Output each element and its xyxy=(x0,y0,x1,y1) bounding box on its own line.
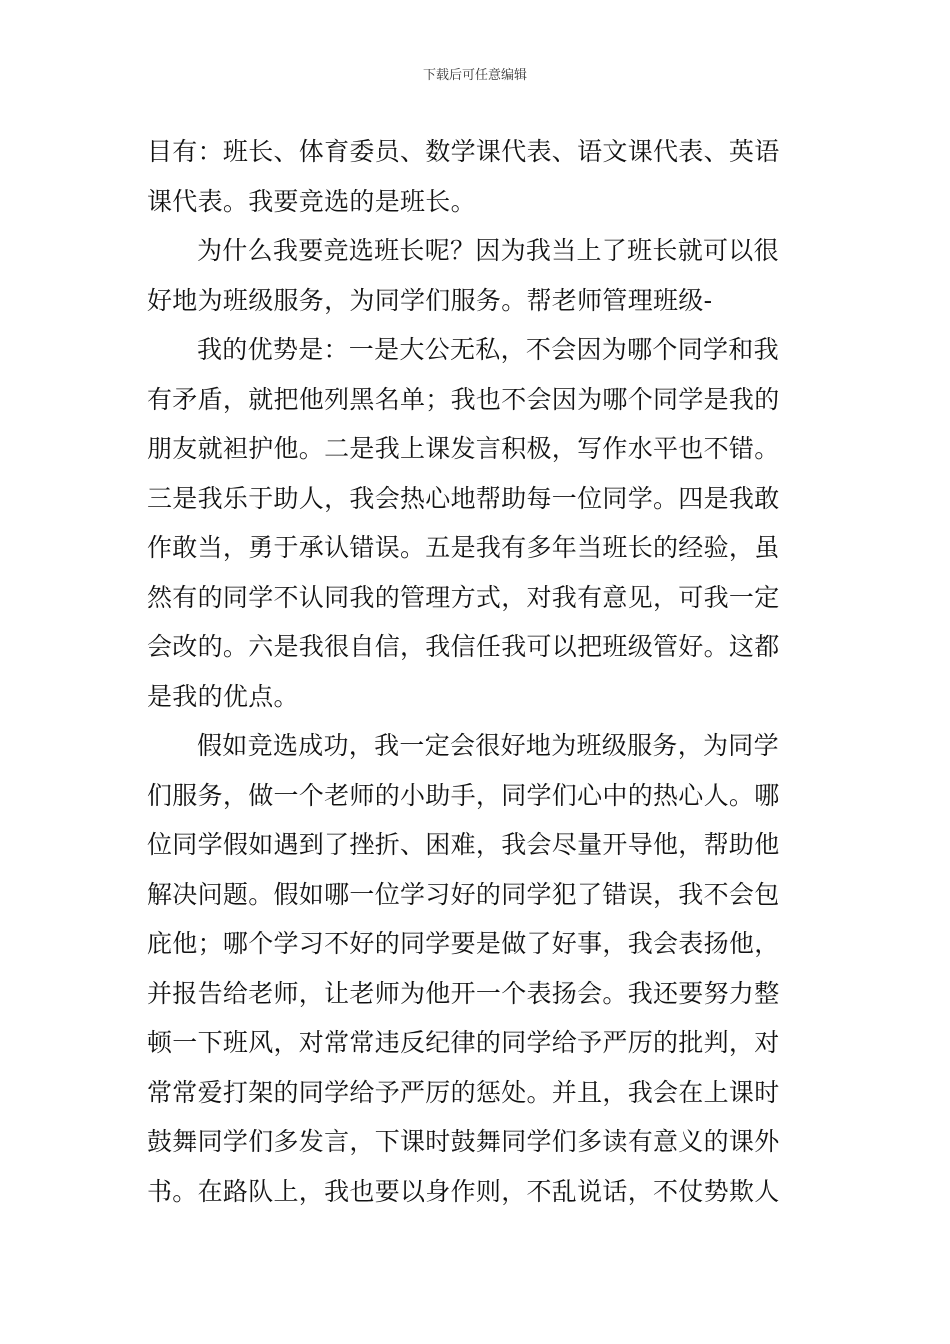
text-line: 鼓舞同学们多发言，下课时鼓舞同学们多读有意义的课外 xyxy=(147,1127,780,1156)
paragraph-start-line: 为什么我要竞选班长呢？因为我当上了班长就可以很 xyxy=(197,236,779,265)
text-line: 顿一下班风，对常常违反纪律的同学给予严厉的批判，对 xyxy=(147,1028,780,1057)
text-line: 三是我乐于助人，我会热心地帮助每一位同学。四是我敢 xyxy=(147,483,780,513)
text-line: 常常爱打架的同学给予严厉的惩处。并且，我会在上课时 xyxy=(147,1077,780,1107)
text-line: 庇他；哪个学习不好的同学要是做了好事，我会表扬他， xyxy=(147,929,780,958)
text-line: 是我的优点。 xyxy=(147,681,299,711)
text-line: 位同学假如遇到了挫折、困难，我会尽量开导他，帮助他 xyxy=(147,830,780,859)
document-body xyxy=(147,127,811,1216)
text-line: 会改的。六是我很自信，我信任我可以把班级管好。这都 xyxy=(147,632,780,661)
text-line: 们服务，做一个老师的小助手，同学们心中的热心人。哪 xyxy=(147,780,780,810)
text-line: 并报告给老师，让老师为他开一个表扬会。我还要努力整 xyxy=(147,978,780,1008)
text-line: 目有：班长、体育委员、数学课代表、语文课代表、英语 xyxy=(147,137,780,166)
text-line: 朋友就袒护他。二是我上课发言积极，写作水平也不错。 xyxy=(147,434,780,463)
text-line: 好地为班级服务，为同学们服务。帮老师管理班级- xyxy=(147,285,713,315)
text-line: 书。在路队上，我也要以身作则，不乱说话，不仗势欺人 xyxy=(147,1176,780,1206)
page-header: 下载后可任意编辑 xyxy=(422,68,527,83)
text-line: 有矛盾，就把他列黑名单；我也不会因为哪个同学是我的 xyxy=(147,384,780,414)
text-line: 然有的同学不认同我的管理方式，对我有意见，可我一定 xyxy=(147,582,780,612)
text-line: 课代表。我要竞选的是班长。 xyxy=(147,186,476,216)
paragraph-start-line: 假如竞选成功，我一定会很好地为班级服务，为同学 xyxy=(197,731,779,760)
text-line: 作敢当，勇于承认错误。五是我有多年当班长的经验，虽 xyxy=(147,533,780,562)
text-line: 解决问题。假如哪一位学习好的同学犯了错误，我不会包 xyxy=(147,879,780,909)
paragraph-start-line: 我的优势是：一是大公无私，不会因为哪个同学和我 xyxy=(197,335,779,364)
